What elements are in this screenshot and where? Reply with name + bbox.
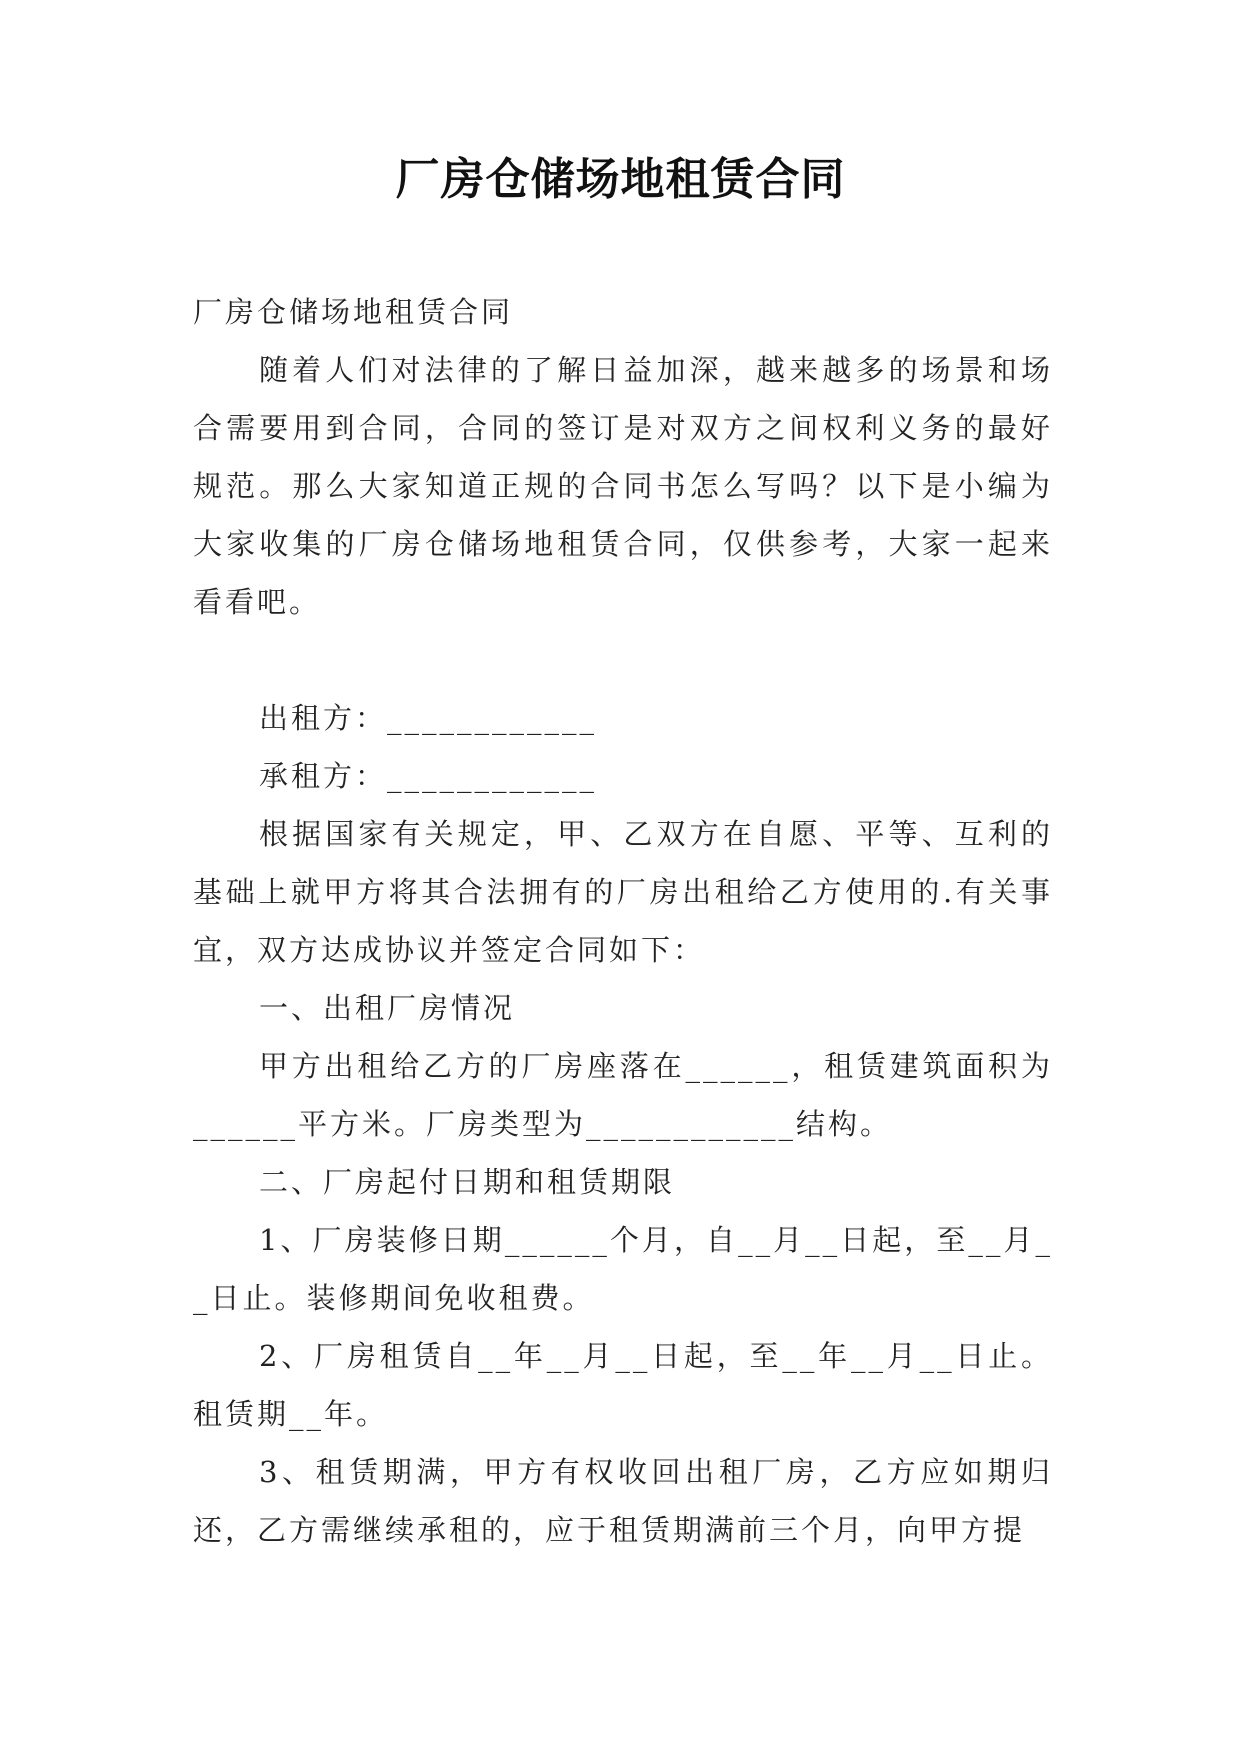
clause-2-2: 2、厂房租赁自__年__月__日起，至__年__月__日止。租赁期__年。 bbox=[193, 1339, 1053, 1431]
lessee-field: 承租方：____________ bbox=[259, 759, 598, 793]
clause-2-1: 1、厂房装修日期______个月，自__月__日起，至__月__日止。装修期间免收租费。 bbox=[193, 1223, 1053, 1315]
section-1-heading: 一、出租厂房情况 bbox=[259, 991, 516, 1025]
clause-2-3: 3、租赁期满，甲方有权收回出租厂房，乙方应如期归还，乙方需继续承租的，应于租赁期满前三个月，向甲方提 bbox=[193, 1455, 1053, 1547]
lessor-field: 出租方：____________ bbox=[259, 701, 598, 735]
intro-heading: 厂房仓储场地租赁合同 bbox=[193, 295, 514, 329]
intro-paragraph: 随着人们对法律的了解日益加深，越来越多的场景和场合需要用到合同，合同的签订是对双方之间权利义务的最好规范。那么大家知道正规的合同书怎么写吗？以下是小编为大家收集的厂房仓储场地租赁合同，仅供参考，大家一起来看看吧。 bbox=[193, 353, 1053, 619]
blank-line bbox=[193, 631, 1053, 689]
document-body bbox=[193, 283, 1053, 1559]
section-1-paragraph: 甲方出租给乙方的厂房座落在______，租赁建筑面积为______平方米。厂房类型为____________结构。 bbox=[193, 1049, 1053, 1141]
section-2-heading: 二、厂房起付日期和租赁期限 bbox=[259, 1165, 676, 1199]
preamble-paragraph: 根据国家有关规定，甲、乙双方在自愿、平等、互利的基础上就甲方将其合法拥有的厂房出租给乙方使用的.有关事宜，双方达成协议并签定合同如下： bbox=[193, 817, 1053, 967]
document-title: 厂房仓储场地租赁合同 bbox=[395, 154, 846, 205]
